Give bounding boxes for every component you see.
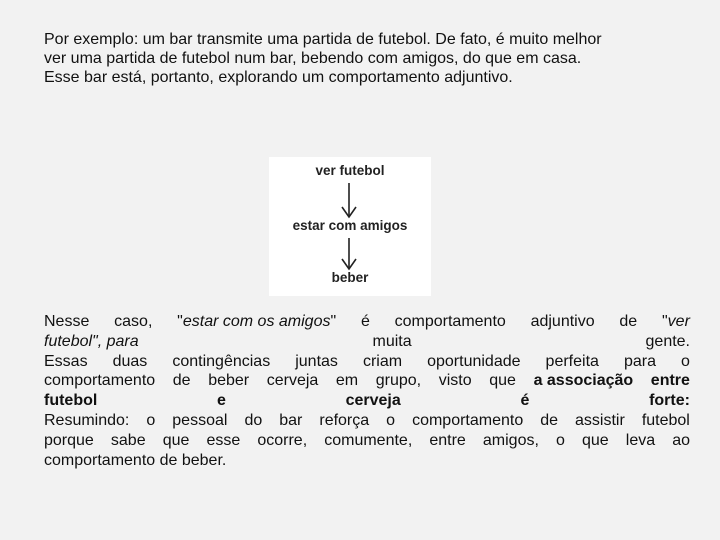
body-line-5: futebol e cerveja é forte:: [44, 392, 690, 410]
diagram-label-beber: beber: [331, 270, 369, 285]
diagram-label-estar-com-amigos: estar com amigos: [292, 218, 408, 233]
body-line-6: Resumindo: o pessoal do bar reforça o comportamento de assistir futebol: [44, 411, 690, 429]
body-paragraph: [44, 312, 690, 470]
down-arrow-icon: [342, 238, 356, 269]
diagram-arrows: [269, 157, 431, 296]
diagram-label-ver-futebol: ver futebol: [315, 163, 385, 178]
body-line-7: porque sabe que esse ocorre, comumente, entre amigos, o que leva ao: [44, 431, 690, 449]
contingency-diagram: [269, 157, 431, 296]
body-line-2: futebol", para muita gente.: [44, 332, 690, 350]
down-arrow-icon: [342, 183, 356, 217]
body-line-3: Essas duas contingências juntas criam oportunidade perfeita para o: [44, 352, 690, 370]
intro-line-3: Esse bar está, portanto, explorando um comportamento adjuntivo.: [44, 69, 513, 86]
body-line-8: comportamento de beber.: [44, 451, 227, 469]
body-line-4: comportamento de beber cerveja em grupo, visto que a associação entre: [44, 372, 690, 390]
intro-paragraph: [44, 30, 704, 87]
body-line-1: Nesse caso, "estar com os amigos" é comportamento adjuntivo de "ver: [44, 313, 690, 330]
intro-line-2: ver uma partida de futebol num bar, bebendo com amigos, do que em casa.: [44, 50, 582, 67]
intro-line-1: Por exemplo: um bar transmite uma partida de futebol. De fato, é muito melhor: [44, 31, 602, 48]
